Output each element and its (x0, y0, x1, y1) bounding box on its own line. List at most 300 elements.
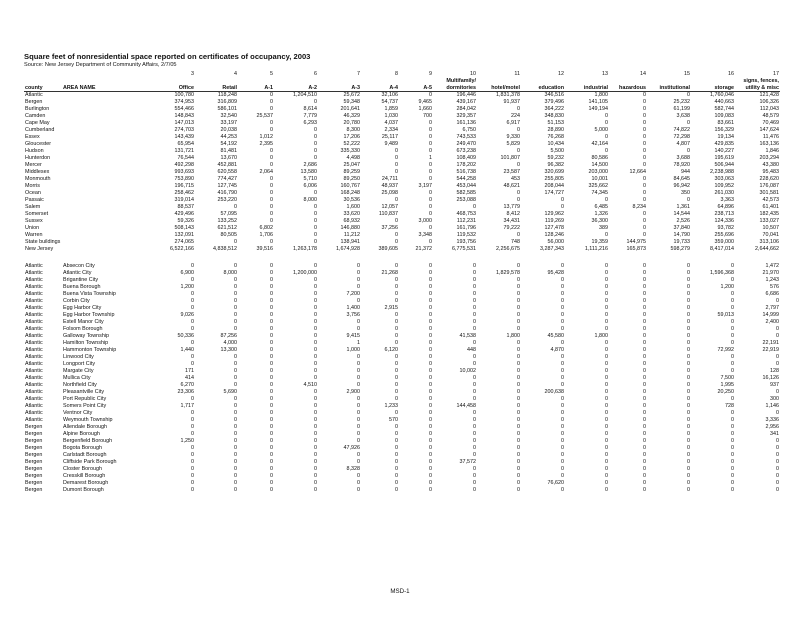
municipality-row (24, 431, 780, 438)
table-cell: 3,756 (346, 312, 360, 318)
table-cell: 0 (687, 354, 690, 360)
table-cell: 0 (429, 162, 432, 168)
table-cell (62, 148, 152, 155)
table-cell: 0 (473, 389, 476, 395)
table-cell: 0 (517, 473, 520, 479)
table-cell: 0 (270, 211, 273, 217)
municipality-row (24, 291, 780, 298)
table-cell: 0 (270, 368, 273, 374)
table-cell: 2,334 (384, 127, 398, 133)
table-cell: 0 (234, 382, 237, 388)
table-cell: 0 (429, 305, 432, 311)
table-cell: 0 (429, 347, 432, 353)
table-cell: 0 (687, 291, 690, 297)
table-cell: 0 (234, 277, 237, 283)
table-cell: 4,838,512 (213, 246, 237, 252)
table-cell: 14 (640, 70, 646, 77)
table-cell: 0 (314, 127, 317, 133)
table-cell: 0 (517, 424, 520, 430)
table-cell: 0 (357, 319, 360, 325)
table-cell: 0 (429, 417, 432, 423)
table-cell: 0 (687, 298, 690, 304)
table-cell: 255,805 (544, 176, 564, 182)
table-cell: utility & misc (735, 84, 780, 92)
county-row (24, 183, 780, 190)
table-cell: 6 (314, 70, 317, 77)
table-cell: 0 (776, 466, 779, 472)
table-cell: 0 (357, 361, 360, 367)
table-cell: 42,164 (591, 141, 608, 147)
table-cell: 0 (517, 127, 520, 133)
municipality-row (24, 410, 780, 417)
table-cell: Passaic (25, 197, 44, 203)
table-cell: 0 (314, 375, 317, 381)
table-cell: 132,091 (174, 232, 194, 238)
table-cell: 37,256 (381, 225, 398, 231)
table-cell: 0 (776, 487, 779, 493)
table-cell: 3,000 (418, 218, 432, 224)
table-cell: Atlantic (25, 291, 43, 297)
table-cell: 0 (314, 277, 317, 283)
table-cell: 51,153 (547, 120, 564, 126)
table-cell: 0 (270, 375, 273, 381)
municipality-row (24, 347, 780, 354)
table-cell: 0 (605, 403, 608, 409)
table-cell: 0 (314, 361, 317, 367)
table-cell: 0 (517, 445, 520, 451)
table-cell: 0 (395, 459, 398, 465)
table-cell: 0 (561, 197, 564, 203)
table-cell: 0 (234, 312, 237, 318)
table-cell: Atlantic (25, 270, 43, 276)
table-cell: 0 (517, 340, 520, 346)
table-cell: Atlantic (25, 368, 43, 374)
table-cell: Galloway Township (63, 333, 110, 339)
table-cell: 350 (681, 190, 690, 196)
table-cell: 80,505 (220, 232, 237, 238)
table-cell: 2,797 (765, 305, 779, 311)
table-cell: 0 (234, 424, 237, 430)
table-cell: 0 (270, 319, 273, 325)
table-cell: 25,117 (381, 134, 398, 140)
table-cell: 165,873 (626, 246, 646, 252)
table-cell: State buildings (25, 239, 61, 245)
table-cell: 0 (731, 487, 734, 493)
table-cell: 0 (314, 204, 317, 210)
table-cell: 0 (234, 466, 237, 472)
table-cell: 95,428 (547, 270, 564, 276)
table-cell: 0 (517, 162, 520, 168)
table-cell: 146,880 (340, 225, 360, 231)
table-cell: 0 (395, 340, 398, 346)
table-cell: 0 (234, 368, 237, 374)
table-cell: 301,581 (759, 190, 779, 196)
table-cell: 8,000 (303, 197, 317, 203)
table-cell: 20,038 (220, 127, 237, 133)
table-cell: 0 (605, 113, 608, 119)
table-cell: 6,917 (506, 120, 520, 126)
table-cell: 110,837 (378, 211, 398, 217)
table-cell: Ventnor City (63, 410, 93, 416)
table-cell: 10,002 (459, 368, 476, 374)
table-cell: 46,329 (343, 113, 360, 119)
table-cell: 0 (643, 396, 646, 402)
table-cell: 0 (191, 480, 194, 486)
table-cell: Bergen (25, 466, 43, 472)
table-cell: 96,382 (547, 162, 564, 168)
table-cell: Cape May (25, 120, 50, 126)
table-cell: 1,859 (384, 106, 398, 112)
table-cell: 0 (561, 340, 564, 346)
table-cell: 59,232 (547, 155, 564, 161)
table-cell: 74,345 (591, 190, 608, 196)
table-cell: 0 (395, 361, 398, 367)
table-cell: Carlstadt Borough (63, 452, 107, 458)
table-cell: 0 (429, 368, 432, 374)
table-cell: 106,326 (759, 99, 779, 105)
table-cell: 1,250 (180, 438, 194, 444)
table-cell: 0 (314, 319, 317, 325)
table-cell: 0 (395, 284, 398, 290)
table-cell: 37,572 (459, 459, 476, 465)
table-cell: 0 (687, 487, 690, 493)
municipality-row (24, 361, 780, 368)
table-cell: 0 (395, 431, 398, 437)
table-cell: 47,926 (343, 445, 360, 451)
table-cell: 0 (687, 403, 690, 409)
table-cell: 0 (643, 183, 646, 189)
table-cell: 0 (270, 155, 273, 161)
table-cell: 2,400 (765, 319, 779, 325)
table-cell: Egg Harbor Township (63, 312, 115, 318)
table-cell: 0 (561, 473, 564, 479)
table-cell: 131,721 (174, 148, 194, 154)
table-cell: 0 (687, 148, 690, 154)
table-cell: 0 (643, 291, 646, 297)
table-cell: 1,326 (594, 211, 608, 217)
table-cell: 0 (191, 396, 194, 402)
table-cell: 13 (602, 70, 608, 77)
table-cell: Atlantic (25, 354, 43, 360)
table-cell: 1,674,928 (336, 246, 360, 252)
table-cell: 0 (314, 459, 317, 465)
table-cell: 0 (395, 326, 398, 332)
table-cell: 0 (429, 277, 432, 283)
table-cell: Estell Manor City (63, 319, 104, 325)
table-cell: 161,796 (456, 225, 476, 231)
table-cell: 0 (270, 473, 273, 479)
municipality-row (24, 284, 780, 291)
table-cell: 0 (643, 319, 646, 325)
table-cell: 0 (517, 410, 520, 416)
table-cell: Bergen (25, 99, 43, 105)
table-cell: 5 (270, 70, 273, 77)
table-cell: 0 (270, 389, 273, 395)
table-cell: Hamilton Township (63, 340, 109, 346)
table-cell: 0 (643, 232, 646, 238)
table-cell: 0 (191, 340, 194, 346)
table-cell: 0 (561, 445, 564, 451)
table-cell: 3,363 (720, 197, 734, 203)
table-cell: 3,287,343 (540, 246, 564, 252)
county-row (24, 99, 780, 106)
table-cell: 0 (517, 354, 520, 360)
table-cell: 0 (776, 473, 779, 479)
table-cell: county (24, 84, 62, 92)
table-cell: 0 (731, 438, 734, 444)
table-cell: 25,047 (343, 162, 360, 168)
table-cell: 13,580 (300, 169, 317, 175)
table-cell: 0 (561, 410, 564, 416)
table-cell: 0 (517, 263, 520, 269)
table-cell: 2,644,662 (755, 246, 779, 252)
table-cell: 0 (395, 291, 398, 297)
table-cell: 0 (429, 148, 432, 154)
table-cell: 0 (687, 452, 690, 458)
table-cell: 156,329 (714, 127, 734, 133)
table-cell: 0 (357, 354, 360, 360)
table-cell: 112,043 (759, 106, 779, 112)
table-cell: 0 (429, 176, 432, 182)
table-cell: 0 (270, 284, 273, 290)
table-cell: 7,200 (346, 291, 360, 297)
table-cell: 0 (429, 134, 432, 140)
table-cell: 0 (395, 354, 398, 360)
table-cell: 1,030 (384, 113, 398, 119)
table-cell: 1,717 (180, 403, 194, 409)
table-cell: 23,306 (177, 389, 194, 395)
county-row (24, 106, 780, 113)
table-cell: 0 (357, 263, 360, 269)
table-cell: AREA NAME (62, 84, 152, 92)
table-cell: 143,439 (174, 134, 194, 140)
table-cell: Atlantic (25, 305, 43, 311)
table-cell: 8,614 (303, 106, 317, 112)
table-cell: 0 (429, 410, 432, 416)
table-cell: 0 (517, 197, 520, 203)
table-cell: 329,357 (456, 113, 476, 119)
county-row (24, 141, 780, 148)
table-cell: 598,279 (670, 246, 690, 252)
table-cell: 76,268 (547, 134, 564, 140)
table-cell: 586,101 (217, 106, 237, 112)
municipality-row (24, 445, 780, 452)
table-cell: 0 (234, 410, 237, 416)
table-cell: 0 (395, 312, 398, 318)
table-cell (62, 211, 152, 218)
table-cell: 0 (234, 298, 237, 304)
table-cell: 5,000 (594, 127, 608, 133)
county-row (24, 148, 780, 155)
table-cell: 0 (234, 452, 237, 458)
table-cell: Bergen (25, 480, 43, 486)
table-cell: 0 (687, 459, 690, 465)
table-cell: 0 (605, 382, 608, 388)
table-cell: 429,496 (174, 211, 194, 217)
table-cell: 0 (270, 127, 273, 133)
table-cell (62, 134, 152, 141)
table-cell: 0 (643, 197, 646, 203)
table-cell: 176,087 (759, 183, 779, 189)
table-cell: 95,483 (762, 169, 779, 175)
table-cell: 0 (643, 382, 646, 388)
table-cell: 0 (687, 417, 690, 423)
table-cell: 0 (605, 410, 608, 416)
table-cell: Atlantic (25, 382, 43, 388)
table-cell: 0 (473, 424, 476, 430)
table-cell: 11,476 (762, 134, 779, 140)
table-cell: 0 (731, 417, 734, 423)
table-cell: 0 (429, 197, 432, 203)
table-cell: education (521, 84, 565, 92)
table-cell: 0 (395, 438, 398, 444)
table-cell: 0 (191, 452, 194, 458)
table-cell: 0 (191, 277, 194, 283)
table-cell: Allendale Borough (63, 424, 108, 430)
table-cell: 0 (687, 438, 690, 444)
table-cell: 1,200 (720, 284, 734, 290)
table-cell: 0 (314, 417, 317, 423)
table-cell: 0 (234, 445, 237, 451)
table-cell: Monmouth (25, 176, 51, 182)
table-cell: 253,220 (217, 197, 237, 203)
table-cell: 0 (357, 410, 360, 416)
table-cell: 7,779 (303, 113, 317, 119)
table-cell: Linwood City (63, 354, 94, 360)
table-cell: 0 (429, 127, 432, 133)
table-cell: 0 (191, 487, 194, 493)
table-cell: 0 (687, 361, 690, 367)
table-cell: 0 (314, 211, 317, 217)
table-cell: 0 (517, 417, 520, 423)
table-cell: 0 (561, 354, 564, 360)
table-cell: 16,126 (762, 375, 779, 381)
municipality-row (24, 487, 780, 494)
table-cell: 0 (357, 375, 360, 381)
municipality-row (24, 270, 780, 277)
table-cell: Atlantic (25, 298, 43, 304)
table-cell: 144,975 (626, 239, 646, 245)
table-cell: 0 (517, 284, 520, 290)
table-cell: 0 (517, 487, 520, 493)
table-cell: 0 (234, 459, 237, 465)
table-cell: 0 (605, 263, 608, 269)
table-cell: 440,663 (714, 99, 734, 105)
table-cell: 0 (270, 459, 273, 465)
table-cell: 0 (314, 410, 317, 416)
table-cell: 0 (517, 382, 520, 388)
table-cell: 0 (473, 204, 476, 210)
table-cell: 774,427 (217, 176, 237, 182)
table-cell: 1,200 (180, 284, 194, 290)
table-cell: 0 (517, 326, 520, 332)
table-cell: 0 (517, 431, 520, 437)
table-cell: 0 (605, 445, 608, 451)
table-cell: 0 (429, 396, 432, 402)
table-cell: 124,336 (714, 218, 734, 224)
table-cell: 1,440 (180, 347, 194, 353)
table-cell: 0 (270, 239, 273, 245)
table-cell: 161,136 (456, 120, 476, 126)
table-cell: Cumberland (25, 127, 55, 133)
table-cell: 30,536 (343, 197, 360, 203)
table-cell: 128 (770, 368, 779, 374)
table-cell: 65,954 (177, 141, 194, 147)
table-cell: 127,745 (217, 183, 237, 189)
county-row (24, 113, 780, 120)
county-row (24, 155, 780, 162)
table-cell: 0 (357, 431, 360, 437)
table-cell: 17 (773, 70, 779, 77)
table-cell: 0 (234, 375, 237, 381)
table-cell: 1,596,368 (710, 270, 734, 276)
table-cell: 0 (395, 480, 398, 486)
occupancy-table (24, 70, 780, 494)
table-cell: 0 (270, 417, 273, 423)
table-cell: Gloucester (25, 141, 52, 147)
table-cell: 3,348 (418, 232, 432, 238)
table-cell: Bogota Borough (63, 445, 102, 451)
table-cell: 0 (643, 127, 646, 133)
table-cell: 0 (314, 298, 317, 304)
table-cell: Union (25, 225, 40, 231)
table-cell: 576 (770, 284, 779, 290)
table-cell: 0 (357, 473, 360, 479)
table-cell: 0 (270, 176, 273, 182)
table-cell: 0 (687, 312, 690, 318)
table-cell: 0 (561, 452, 564, 458)
table-cell: 21,970 (762, 270, 779, 276)
table-cell: 0 (605, 270, 608, 276)
table-cell: 0 (731, 480, 734, 486)
table-cell: 0 (731, 431, 734, 437)
table-cell: 59,348 (343, 99, 360, 105)
table-cell: 728 (725, 403, 734, 409)
spacer-cell (24, 253, 780, 263)
table-cell: 5,500 (550, 148, 564, 154)
table-cell: Bergenfield Borough (63, 438, 113, 444)
table-cell: 0 (473, 312, 476, 318)
table-cell: 0 (517, 452, 520, 458)
table-cell: Atlantic (25, 410, 43, 416)
table-cell: 12,057 (381, 204, 398, 210)
table-cell: 109,952 (714, 183, 734, 189)
table-cell: 0 (270, 92, 273, 98)
table-cell: Retail (195, 84, 238, 92)
table-cell: 0 (687, 120, 690, 126)
table-cell: 0 (605, 340, 608, 346)
table-cell: 0 (643, 459, 646, 465)
table-cell: Folsom Borough (63, 326, 103, 332)
table-cell: 0 (270, 277, 273, 283)
table-cell: 0 (429, 361, 432, 367)
table-cell: Port Republic City (63, 396, 107, 402)
table-cell: 0 (314, 445, 317, 451)
table-cell: 0 (605, 452, 608, 458)
table-cell: 119,269 (544, 218, 564, 224)
table-cell: 0 (517, 438, 520, 444)
table-cell: 0 (429, 340, 432, 346)
table-cell: 33,620 (343, 211, 360, 217)
table-cell: 0 (473, 396, 476, 402)
table-cell: 101,807 (500, 155, 520, 161)
table-cell: 0 (643, 113, 646, 119)
table-cell: 13,300 (220, 347, 237, 353)
municipality-row (24, 340, 780, 347)
table-cell: 0 (270, 270, 273, 276)
table-cell: 0 (357, 480, 360, 486)
county-row (24, 162, 780, 169)
